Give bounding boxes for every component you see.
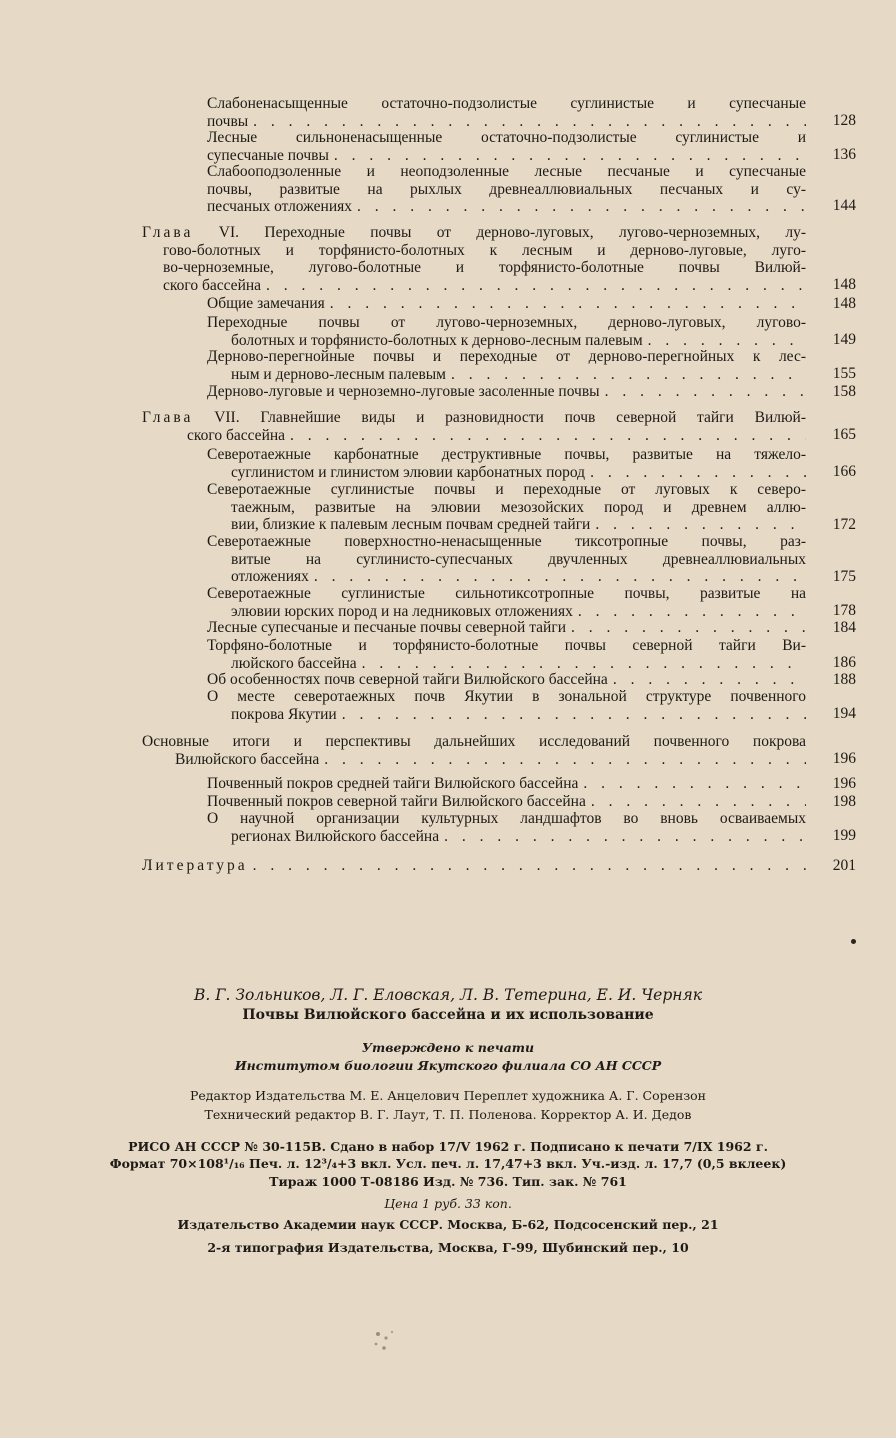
toc-leader-dots: [248, 113, 806, 131]
toc-entry-title: Лесные супесчаные и песчаные почвы северной тайги: [207, 619, 567, 636]
toc-page-number: 199: [832, 827, 856, 844]
toc-entry: [207, 619, 806, 637]
toc-chapter: [142, 857, 806, 875]
toc-page-number: 149: [832, 331, 856, 348]
toc-page-number: 194: [832, 705, 856, 722]
print-run-details: Тираж 1000 Т-08186 Изд. № 736. Тип. зак. № 761: [269, 1174, 627, 1189]
toc-leader-dots: [590, 516, 806, 534]
publisher: Издательство Академии наук СССР. Москва, Б-62, Подсосенский пер., 21: [177, 1217, 719, 1232]
toc-entry: [207, 314, 806, 349]
toc-leader-dots: [439, 828, 806, 846]
toc-entry-line: Торфяно-болотные и торфянисто-болотные почвы северной тайги Ви-: [207, 637, 806, 654]
editors-line: Редактор Издательства М. Е. Анцелович Переплет художника А. Г. Сорензон: [189, 1088, 707, 1103]
toc-leader-dots: [285, 427, 806, 445]
toc-entry-line: Слабоненасыщенные остаточно-подзолистые суглинистые и супесчаные: [207, 95, 806, 112]
toc-entry-title: Литература: [142, 857, 248, 874]
toc-entry-line: О месте северотаежных почв Якутии в зональной структуре почвенного: [207, 688, 806, 705]
toc-leader-dots: [325, 295, 806, 313]
toc-page-number: 175: [832, 568, 856, 585]
toc-entry: [207, 585, 806, 620]
toc-page-number: 172: [832, 516, 856, 533]
toc-entry-title: песчаных отложениях: [207, 198, 353, 215]
technical-editors-line: Технический редактор В. Г. Лаут, Т. П. Поленова. Корректор А. И. Дедов: [204, 1107, 692, 1122]
toc-page-number: 144: [832, 197, 856, 214]
toc-page-number: 128: [832, 112, 856, 129]
toc-entry: [207, 348, 806, 383]
toc-entry-line: Основные итоги и перспективы дальнейших исследований почвенного покрова: [142, 733, 806, 750]
toc-entry-line: Северотаежные поверхностно-ненасыщенные тиксотропные почвы, раз-: [207, 533, 806, 550]
toc-entry-line: VII. Главнейшие виды и разновидности почв северной тайги Вилюй-: [214, 409, 807, 426]
approval-line: Утверждено к печати: [361, 1040, 535, 1055]
print-speck: [851, 939, 856, 944]
toc-page-number: 188: [832, 671, 856, 688]
ink-smudge-icon: [368, 1326, 398, 1354]
toc-entry-title: почвы: [207, 112, 249, 130]
toc-entry-title: отложениях: [231, 568, 309, 585]
toc-page-number: 186: [832, 654, 856, 671]
toc-page-number: 136: [832, 146, 856, 163]
toc-entry-line: Переходные почвы от лугово-черноземных, дерново-луговых, лугово-: [207, 314, 806, 331]
toc-entry: [207, 163, 806, 216]
toc-entry: [207, 446, 806, 481]
toc-page-number: 165: [832, 426, 856, 443]
toc-leader-dots: [248, 857, 806, 875]
printing-house: 2-я типография Издательства, Москва, Г-99, Шубинский пер., 10: [207, 1240, 689, 1255]
toc-entry: [207, 295, 806, 313]
toc-leader-dots: [643, 332, 806, 350]
toc-entry-line: Слабооподзоленные и неоподзоленные лесные песчаные и супесчаные: [207, 163, 806, 180]
toc-leader-dots: [586, 793, 806, 811]
toc-leader-dots: [352, 198, 806, 216]
toc-entry-title: Об особенностях почв северной тайги Вилюйского бассейна: [207, 671, 608, 688]
toc-leader-dots: [446, 366, 806, 384]
toc-entry-line: Северотаежные карбонатные деструктивные почвы, развитые на тяжело-: [207, 446, 806, 463]
toc-chapter: [142, 733, 806, 768]
format-details: Формат 70×108¹/₁₆ Печ. л. 12³/₄+3 вкл. Усл. печ. л. 17,47+3 вкл. Уч.-изд. л. 17,7 (0,5 вклеек): [109, 1156, 787, 1171]
toc-entry-line: гово-болотных и торфянисто-болотных к лесным и дерново-луговые, луго-: [163, 241, 806, 259]
toc-page-number: 158: [832, 383, 856, 400]
toc-leader-dots: [309, 568, 806, 586]
toc-entry: [207, 383, 806, 401]
book-title: Почвы Вилюйского бассейна и их использование: [242, 1007, 654, 1023]
toc-chapter: [142, 409, 806, 444]
toc-page-number: 155: [832, 365, 856, 382]
toc-entry: [207, 533, 806, 586]
toc-entry-line: витые на суглинисто-супесчаных двучленных древнеаллювиальных: [231, 550, 806, 568]
toc-page-number: 198: [832, 793, 856, 810]
toc-entry: [207, 688, 806, 723]
toc-entry-title: Общие замечания: [207, 295, 325, 312]
toc-page-number: 166: [832, 463, 856, 480]
book-authors: В. Г. Зольников, Л. Г. Еловская, Л. В. Тетерина, Е. И. Черняк: [193, 986, 703, 1004]
toc-leader-dots: [608, 671, 806, 689]
toc-entry-title: вии, близкие к палевым лесным почвам средней тайги: [231, 516, 591, 533]
toc-leader-dots: [261, 277, 806, 295]
toc-entry-title: Дерново-луговые и черноземно-луговые засоленные почвы: [207, 383, 600, 400]
toc-page-number: 148: [832, 295, 856, 312]
toc-leader-dots: [566, 619, 806, 637]
toc-entry-title: болотных и торфянисто-болотных к дерново-лесным палевым: [231, 331, 643, 349]
toc-entry-title: суглинистом и глинистом элювии карбонатных пород: [231, 463, 586, 481]
chapter-label: Глава: [142, 224, 194, 241]
toc-entry-title: Вилюйского бассейна: [175, 750, 320, 768]
toc-entry: [207, 481, 806, 534]
toc-leader-dots: [319, 751, 806, 769]
toc-entry-title: Почвенный покров средней тайги Вилюйского бассейна: [207, 775, 579, 792]
toc-entry-title: ского бассейна: [187, 426, 286, 444]
toc-entry-title: Почвенный покров северной тайги Вилюйского бассейна: [207, 793, 586, 810]
toc-entry: [207, 637, 806, 672]
toc-leader-dots: [585, 464, 806, 482]
toc-entry: [207, 129, 806, 164]
toc-leader-dots: [337, 706, 806, 724]
toc-entry: [207, 95, 806, 130]
toc-entry-line: О научной организации культурных ландшафтов во вновь осваиваемых: [207, 810, 806, 827]
toc-page-number: 178: [832, 602, 856, 619]
toc-chapter: [142, 224, 806, 294]
toc-page-number: 196: [832, 750, 856, 767]
toc-entry-title: ского бассейна: [163, 276, 262, 294]
toc-entry-title: супесчаные почвы: [207, 146, 329, 164]
toc-entry-title: регионах Вилюйского бассейна: [231, 827, 440, 845]
price: Цена 1 руб. 33 коп.: [384, 1196, 512, 1211]
toc-page-number: 201: [832, 857, 856, 874]
toc-leader-dots: [600, 383, 806, 401]
chapter-label: Глава: [142, 409, 194, 426]
toc-entry-title: люйского бассейна: [231, 654, 357, 672]
approval-institution: Институтом биологии Якутского филиала СО АН СССР: [234, 1058, 662, 1073]
toc-entry-title: ным и дерново-лесным палевым: [231, 365, 446, 383]
toc-entry-line: во-черноземные, лугово-болотные и торфянисто-болотные почвы Вилюй-: [163, 259, 806, 276]
toc-page-number: 196: [832, 775, 856, 792]
toc-entry: [207, 775, 806, 793]
toc-entry-title: покрова Якутии: [231, 705, 337, 723]
toc-leader-dots: [329, 147, 806, 165]
toc-entry-line: Дерново-перегнойные почвы и переходные от дерново-перегнойных к лес-: [207, 348, 806, 365]
toc-entry-line: почвы, развитые на рыхлых древнеаллювиальных песчаных и су-: [207, 180, 806, 198]
toc-entry-line: Северотаежные суглинистые почвы и переходные от луговых к северо-: [207, 481, 806, 498]
toc-entry-line: таежным, развитые на элювии мезозойских пород и древнем аллю-: [231, 498, 806, 516]
toc-page-number: 184: [832, 619, 856, 636]
toc-entry-title: элювии юрских пород и на ледниковых отложениях: [231, 602, 573, 620]
publication-details: РИСО АН СССР № 30-115В. Сдано в набор 17/V 1962 г. Подписано к печати 7/IX 1962 г.: [128, 1139, 768, 1154]
toc-leader-dots: [357, 655, 806, 673]
toc-entry: [207, 671, 806, 689]
toc-entry: [207, 793, 806, 811]
toc-entry-line: Лесные сильноненасыщенные остаточно-подзолистые суглинистые и: [207, 129, 806, 146]
toc-entry: [207, 810, 806, 845]
toc-entry-line: VI. Переходные почвы от дерново-луговых, лугово-черноземных, лу-: [218, 224, 807, 241]
toc-page-number: 148: [832, 276, 856, 293]
toc-leader-dots: [578, 775, 806, 793]
toc-leader-dots: [573, 603, 806, 621]
toc-entry-line: Северотаежные суглинистые сильнотиксотропные почвы, развитые на: [207, 585, 806, 602]
